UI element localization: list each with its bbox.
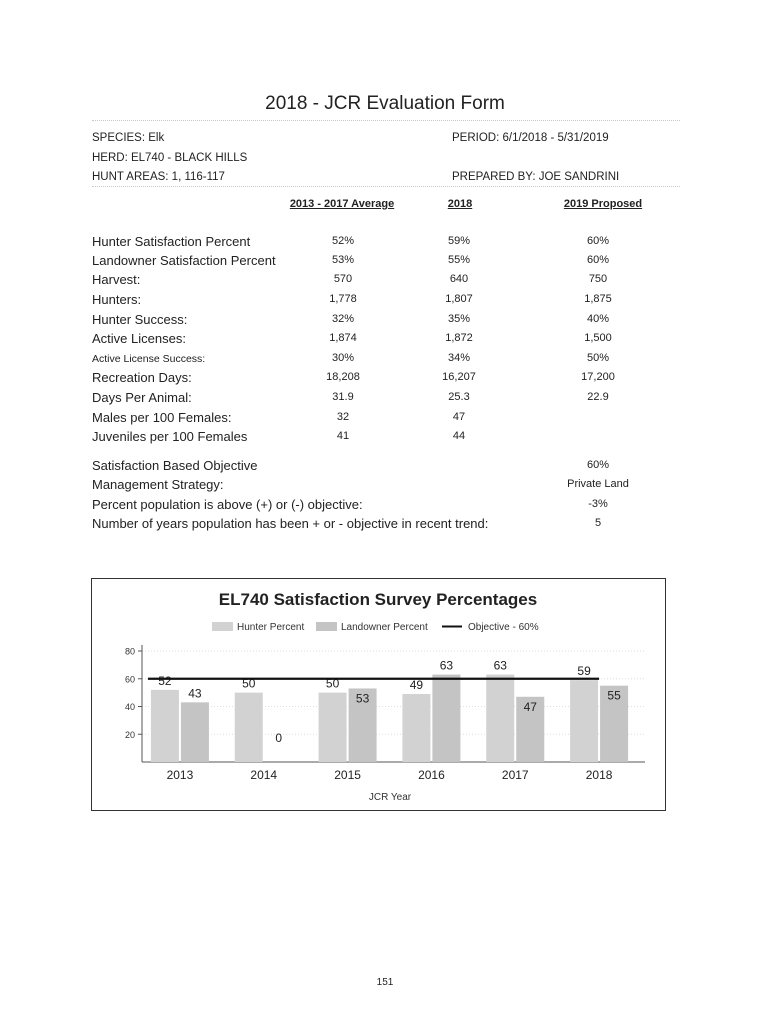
value-2018: 47 bbox=[452, 411, 466, 423]
row-label: Harvest: bbox=[92, 272, 141, 287]
x-tick-label: 2016 bbox=[418, 768, 445, 782]
y-tick-label: 60 bbox=[124, 674, 135, 685]
column-header-average: 2013 - 2017 Average bbox=[289, 198, 395, 210]
legend-label-objective: Objective - 60% bbox=[468, 622, 539, 633]
chart-panel bbox=[91, 578, 666, 811]
value-average: 30% bbox=[331, 352, 355, 364]
column-header-proposed: 2019 Proposed bbox=[563, 198, 643, 210]
species: SPECIES: Elk bbox=[92, 132, 165, 144]
y-tick-label: 80 bbox=[124, 646, 135, 657]
herd: HERD: EL740 - BLACK HILLS bbox=[92, 152, 248, 164]
bar-landowner bbox=[432, 675, 460, 762]
data-label-hunter: 50 bbox=[242, 676, 256, 691]
objective-row bbox=[92, 458, 692, 477]
legend-swatch-landowner bbox=[316, 622, 337, 631]
table-row bbox=[92, 331, 692, 350]
bar-hunter bbox=[235, 693, 263, 762]
value-2018: 1,807 bbox=[445, 293, 473, 305]
objective-label: Percent population is above (+) or (-) objective: bbox=[92, 497, 363, 512]
value-2018: 25.3 bbox=[448, 391, 470, 403]
objective-row bbox=[92, 516, 692, 535]
value-proposed: 50% bbox=[586, 352, 610, 364]
objective-value: 5 bbox=[594, 517, 602, 529]
x-axis-label: JCR Year bbox=[368, 792, 412, 803]
value-average: 41 bbox=[336, 430, 350, 442]
value-average: 32% bbox=[331, 313, 355, 325]
bar-hunter bbox=[402, 694, 430, 762]
y-tick-label: 20 bbox=[124, 729, 135, 740]
bar-hunter bbox=[319, 693, 347, 762]
value-proposed: 60% bbox=[586, 235, 610, 247]
data-label-hunter: 50 bbox=[325, 676, 340, 691]
table-row bbox=[92, 234, 692, 253]
row-label: Active Licenses: bbox=[92, 331, 186, 346]
row-label: Recreation Days: bbox=[92, 370, 192, 385]
data-label-landowner: 63 bbox=[439, 658, 454, 673]
x-tick-label: 2013 bbox=[166, 768, 194, 782]
data-label-hunter: 63 bbox=[493, 658, 507, 673]
data-label-landowner: 55 bbox=[607, 688, 621, 703]
objective-row bbox=[92, 477, 692, 496]
prepared-by: PREPARED BY: JOE SANDRINI bbox=[452, 171, 620, 183]
value-2018: 44 bbox=[452, 430, 466, 442]
bar-landowner bbox=[181, 702, 209, 762]
x-tick-label: 2014 bbox=[250, 768, 278, 782]
row-label: Juveniles per 100 Females bbox=[92, 429, 248, 444]
value-2018: 1,872 bbox=[445, 332, 473, 344]
objective-value: -3% bbox=[588, 498, 608, 510]
value-average: 1,874 bbox=[329, 332, 357, 344]
divider bbox=[92, 120, 680, 121]
value-average: 570 bbox=[333, 273, 353, 285]
data-label-landowner: 47 bbox=[523, 699, 537, 714]
value-2018: 55% bbox=[447, 254, 471, 266]
row-label: Males per 100 Females: bbox=[92, 410, 232, 425]
column-header-2018: 2018 bbox=[447, 198, 473, 210]
row-label: Hunter Satisfaction Percent bbox=[92, 234, 251, 249]
data-label-hunter: 52 bbox=[158, 673, 172, 688]
table-row bbox=[92, 272, 692, 291]
value-proposed: 17,200 bbox=[581, 371, 615, 383]
objective-value: 60% bbox=[586, 459, 610, 471]
row-label: Landowner Satisfaction Percent bbox=[92, 253, 276, 268]
y-tick-label: 40 bbox=[124, 702, 135, 712]
value-average: 32 bbox=[336, 411, 350, 423]
table-row bbox=[92, 312, 692, 331]
value-2018: 35% bbox=[447, 313, 471, 325]
value-2018: 59% bbox=[447, 235, 471, 247]
value-average: 52% bbox=[331, 235, 355, 247]
x-tick-label: 2017 bbox=[501, 768, 529, 782]
row-label: Days Per Animal: bbox=[92, 390, 192, 405]
row-label: Hunters: bbox=[92, 292, 142, 307]
row-label: Active License Success: bbox=[92, 353, 206, 365]
table-row bbox=[92, 370, 692, 389]
page-number: 151 bbox=[376, 977, 394, 988]
value-proposed: 60% bbox=[586, 254, 610, 266]
data-label-landowner: 53 bbox=[355, 691, 370, 706]
value-2018: 640 bbox=[449, 273, 469, 285]
table-row bbox=[92, 351, 692, 370]
legend-swatch-hunter bbox=[212, 622, 233, 631]
legend-label-hunter: Hunter Percent bbox=[237, 622, 305, 633]
table-row bbox=[92, 429, 692, 448]
objective-label: Management Strategy: bbox=[92, 477, 224, 492]
value-average: 31.9 bbox=[332, 391, 354, 403]
form-title: 2018 - JCR Evaluation Form bbox=[265, 93, 505, 114]
value-average: 18,208 bbox=[326, 371, 360, 383]
table-row bbox=[92, 253, 692, 272]
value-proposed: 1,500 bbox=[584, 332, 612, 344]
x-tick-label: 2015 bbox=[334, 768, 361, 782]
table-row bbox=[92, 292, 692, 311]
satisfaction-chart bbox=[92, 579, 665, 810]
value-proposed: 40% bbox=[586, 313, 610, 325]
x-tick-label: 2018 bbox=[585, 768, 613, 782]
value-proposed: 750 bbox=[588, 273, 608, 285]
value-proposed: 1,875 bbox=[584, 293, 612, 305]
data-label-landowner: 0 bbox=[275, 731, 283, 745]
period: PERIOD: 6/1/2018 - 5/31/2019 bbox=[452, 132, 609, 144]
table-row bbox=[92, 390, 692, 409]
hunt-areas: HUNT AREAS: 1, 116-117 bbox=[92, 171, 225, 183]
divider bbox=[92, 186, 680, 187]
data-label-hunter: 49 bbox=[409, 678, 424, 693]
objective-label: Number of years population has been + or - objective in recent trend: bbox=[92, 516, 489, 531]
legend-label-landowner: Landowner Percent bbox=[341, 622, 428, 633]
value-average: 53% bbox=[331, 254, 355, 266]
value-proposed: 22.9 bbox=[587, 391, 609, 403]
value-2018: 34% bbox=[447, 352, 471, 364]
data-label-hunter: 59 bbox=[577, 664, 591, 679]
bar-hunter bbox=[486, 675, 514, 762]
objective-row bbox=[92, 497, 692, 516]
chart-title: EL740 Satisfaction Survey Percentages bbox=[218, 590, 538, 609]
data-label-landowner: 43 bbox=[188, 686, 202, 701]
value-2018: 16,207 bbox=[442, 371, 476, 383]
bar-hunter bbox=[151, 690, 179, 762]
objective-value: Private Land bbox=[567, 478, 629, 490]
row-label: Hunter Success: bbox=[92, 312, 188, 327]
bar-hunter bbox=[570, 680, 598, 762]
value-average: 1,778 bbox=[329, 293, 357, 305]
objective-label: Satisfaction Based Objective bbox=[92, 458, 258, 473]
table-row bbox=[92, 410, 692, 429]
